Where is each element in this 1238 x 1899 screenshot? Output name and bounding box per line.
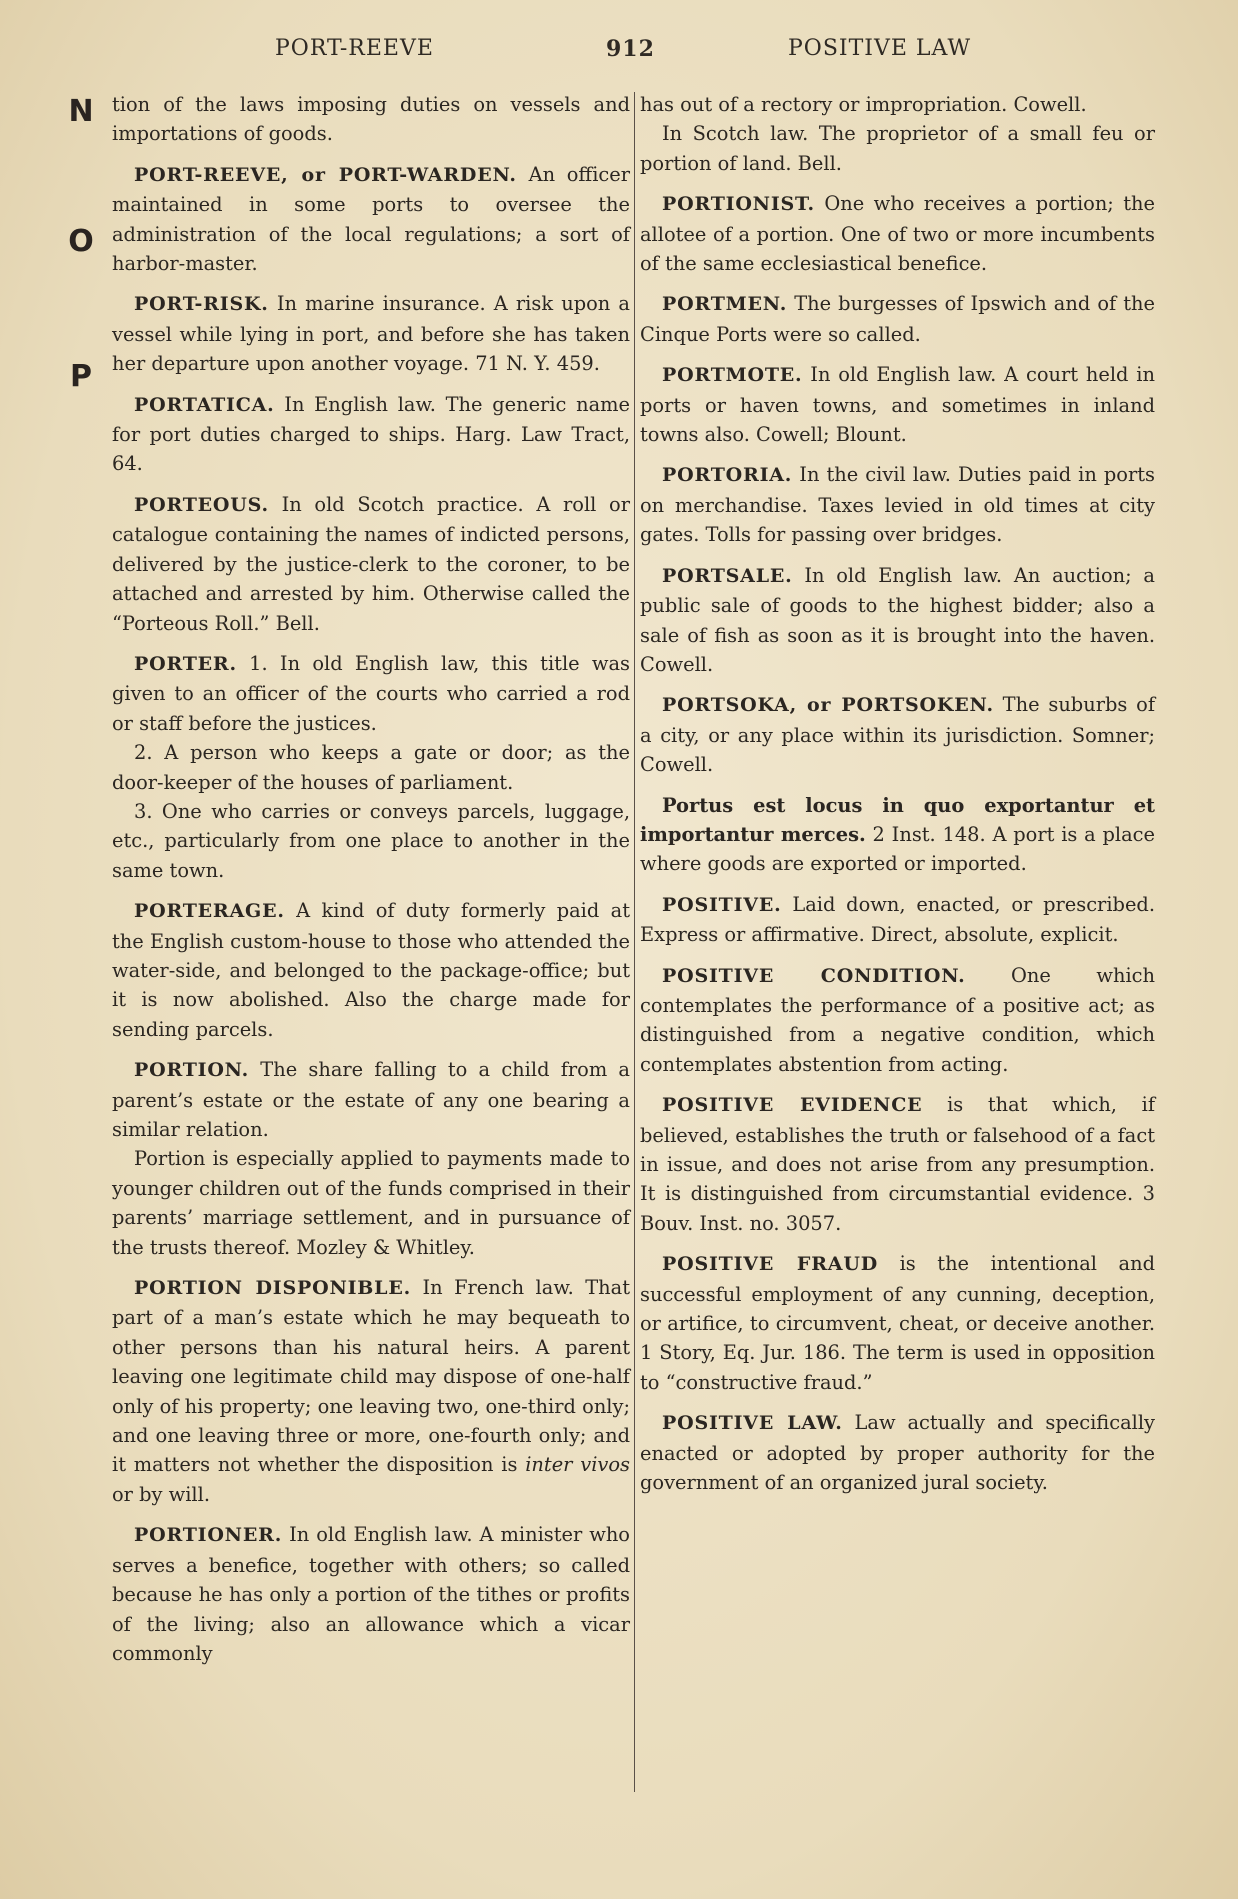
entry-port-risk	[112, 289, 630, 378]
entry-subsense: Portion is especially applied to payments made to younger children out of the funds comprised in their parents’ marriage settlement, and in pursuance of the trusts thereof. Mozley & Whitley.	[112, 1147, 630, 1259]
entry-definition: The suburbs of a city, or any place within its jurisdiction. Somner; Cowell.	[640, 693, 1155, 777]
entry-definition: 2 Inst. 148. A port is a place where goods are exported or imported.	[640, 822, 1155, 876]
thumb-letter-n: N	[68, 94, 94, 129]
entry-headword: PORTION.	[134, 1059, 250, 1082]
entry-definition: 1. In old English law, this title was given to an officer of the courts who carried a rod or staff before the justices.	[112, 651, 630, 735]
entry-portmen	[640, 289, 1155, 349]
entry-headword: POSITIVE FRAUD	[662, 1253, 878, 1276]
entry-portus-maxim	[640, 791, 1155, 879]
entry-portion-disponible	[112, 1273, 630, 1509]
entry-definition: One who receives a portion; the allotee of a portion. One of two or more incumbents of the same ecclesiastical benefice.	[640, 192, 1155, 276]
entry-subsense: In Scotch law. The proprietor of a small feu or portion of land. Bell.	[640, 122, 1155, 175]
entry-headword: POSITIVE LAW.	[662, 1412, 843, 1435]
entry-portioner	[112, 1520, 630, 1668]
entry-porter	[112, 649, 630, 885]
page-number: 912	[606, 36, 655, 62]
left-column	[112, 90, 630, 1679]
entry-continuation	[112, 90, 630, 149]
entry-headword: PORTMEN.	[662, 293, 788, 316]
entry-continuation	[640, 90, 1155, 178]
entry-subsense: 3. One who carries or conveys parcels, luggage, etc., particularly from one place to another in the same town.	[112, 799, 630, 882]
entry-headword: PORTIONER.	[134, 1524, 283, 1547]
entry-definition: A kind of duty formerly paid at the English custom-house to those who attended the water-side, and belonged to the package-office; but it is now abolished. Also the charge made for sending parcels.	[112, 899, 630, 1041]
latin-maxim: Portus est locus in quo exportantur et importantur merces.	[640, 793, 1155, 846]
entry-definition: In English law. The generic name for port duties charged to ships. Harg. Law Tract, 64.	[112, 392, 630, 476]
entry-porteous	[112, 490, 630, 638]
entry-headword: PORTIONIST.	[662, 193, 815, 216]
entry-definition: An officer maintained in some ports to oversee the administration of the local regulations; a sort of harbor-master.	[112, 162, 631, 276]
entry-headword: PORTORIA.	[662, 464, 793, 487]
entry-definition: In old English law. A court held in ports or haven towns, and sometimes in inland towns also. Cowell; Blount.	[640, 363, 1155, 447]
entry-definition: One which contemplates the performance of a positive act; as distinguished from a negative condition, which contemplates abstention from acting.	[640, 963, 1155, 1076]
entry-headword: PORTEOUS.	[134, 493, 269, 516]
entry-definition: Law actually and specifically enacted or adopted by proper authority for the government of an organized jural society.	[640, 1411, 1155, 1495]
entry-text: tion of the laws imposing duties on vessels and importations of goods.	[112, 93, 630, 146]
entry-definition: In old Scotch practice. A roll or catalogue containing the names of indicted persons, delivered by the justice-clerk to the coroner, to be attached and arrested by him. Otherwise called the “Porteous Roll.” Bell.	[112, 492, 630, 635]
entry-headword: PORTSALE.	[662, 564, 793, 587]
entry-headword: PORT-RISK.	[134, 293, 269, 316]
entry-portsale	[640, 561, 1155, 680]
header-right-guideword: POSITIVE LAW	[788, 36, 972, 61]
entry-headword: PORT-REEVE, or PORT-WARDEN.	[134, 163, 517, 186]
entry-definition: is that which, if believed, establishes the truth or falsehood of a fact in issue, and does not arise from any presumption. It is distinguished from circumstantial evidence. 3 Bouv. Inst. no. 3057.	[640, 1093, 1155, 1235]
entry-definition: Laid down, enacted, or prescribed. Express or affirmative. Direct, absolute, explicit.	[640, 892, 1155, 947]
entry-positive-condition	[640, 961, 1155, 1080]
entry-text: has out of a rectory or impropriation. Cowell.	[640, 93, 1087, 116]
entry-definition: In marine insurance. A risk upon a vessel while lying in port, and before she has taken her departure upon another voyage. 71 N. Y. 459.	[112, 292, 630, 376]
entry-definition: In old English law. An auction; a public sale of goods to the highest bidder; also a sale of fish as soon as it is brought into the haven. Cowell.	[640, 563, 1155, 676]
entry-portoria	[640, 460, 1155, 549]
entry-porterage	[112, 896, 630, 1044]
thumb-letter-p: P	[70, 359, 92, 394]
entry-italic-term: inter vivos	[525, 1453, 630, 1477]
header-left-guideword: PORT-REEVE	[275, 36, 434, 61]
entry-headword: PORTERAGE.	[134, 900, 285, 923]
right-column	[640, 90, 1155, 1508]
entry-definition-end: or by will.	[112, 1482, 211, 1506]
column-divider	[634, 92, 635, 1792]
entry-definition: In the civil law. Duties paid in ports on merchandise. Taxes levied in old times at city gates. Tolls for passing over bridges.	[640, 463, 1155, 547]
entry-headword: POSITIVE EVIDENCE	[662, 1094, 923, 1117]
entry-portmote	[640, 360, 1155, 449]
entry-headword: POSITIVE CONDITION.	[662, 964, 966, 987]
entry-headword: PORTSOKA, or PORTSOKEN.	[662, 694, 994, 717]
entry-definition: In French law. That part of a man’s estate which he may bequeath to other persons than his natural heirs. A parent leaving one legitimate child may dispose of one-half only of his property; one leaving two, one-third only; and one leaving three or more, one-fourth only; and it matters not whether the disposition is	[112, 1276, 630, 1477]
entry-definition: The burgesses of Ipswich and of the Cinque Ports were so called.	[640, 292, 1155, 346]
entry-port-reeve	[112, 160, 630, 279]
thumb-index	[66, 92, 96, 412]
entry-subsense: 2. A person who keeps a gate or door; as the door-keeper of the houses of parliament.	[112, 741, 630, 794]
entry-positive	[640, 890, 1155, 950]
entry-portion	[112, 1055, 630, 1262]
entry-portatica	[112, 390, 630, 479]
entry-positive-law	[640, 1408, 1155, 1497]
entry-headword: PORTER.	[134, 652, 237, 675]
entry-portsoka	[640, 690, 1155, 779]
entry-headword: POSITIVE.	[662, 893, 782, 916]
entry-positive-fraud	[640, 1249, 1155, 1397]
entry-headword: PORTMOTE.	[662, 364, 803, 387]
running-head	[0, 36, 1238, 66]
entry-headword: PORTION DISPONIBLE.	[134, 1277, 412, 1300]
entry-portionist	[640, 189, 1155, 278]
entry-definition: is the intentional and successful employment of any cunning, deception, or artifice, to circumvent, cheat, or deceive another. 1 Story, Eq. Jur. 186. The term is used in opposition to “constructive fraud.”	[640, 1252, 1155, 1394]
thumb-letter-o: O	[68, 224, 94, 259]
entry-positive-evidence	[640, 1090, 1155, 1238]
entry-headword: PORTATICA.	[134, 393, 275, 416]
entry-definition: In old English law. A minister who serves a benefice, together with others; so called because he has only a portion of the tithes or profits of the living; also an allowance which a vicar commonly	[112, 1523, 630, 1665]
entry-definition: The share falling to a child from a parent’s estate or the estate of any one bearing a similar relation.	[112, 1058, 630, 1141]
